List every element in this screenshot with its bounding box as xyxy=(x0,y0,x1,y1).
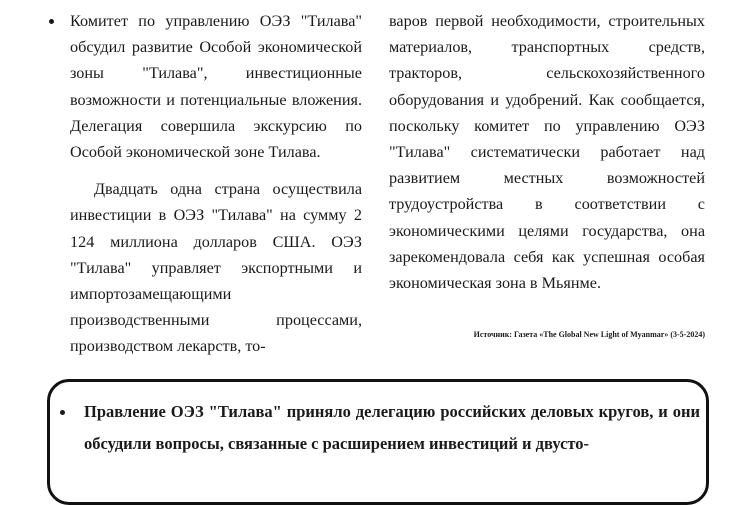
highlight-box-text: Правление ОЭЗ "Тилава" приняло делегацию российских деловых кругов, и они обсудили вопросы, связанные с расширением инвестиций и двусто- xyxy=(84,402,700,453)
left-paragraph: Двадцать одна страна осуществила инвестиции в ОЭЗ "Тилава" на сумму 2 124 миллиона долларов США. ОЭЗ "Тилава" управляет экспортными и импортозамещающими производственными процессами, производством лекарств, то- xyxy=(70,180,362,356)
bullet-text: Комитет по управлению ОЭЗ "Тилава" обсудил развитие Особой экономической зоны "Тилава", инвестиционные возможности и потенциальные вложения. Делегация совершила экскурсию по Особой экономической зоне Тилава. xyxy=(70,12,362,162)
box-bullet-icon xyxy=(60,410,65,415)
bullet-item xyxy=(70,8,362,165)
source-caption: Источник: Газета «The Global New Light of Myanmar» (3-5-2024) xyxy=(473,330,705,339)
left-column xyxy=(70,8,362,360)
right-column xyxy=(389,8,705,296)
right-paragraph: варов первой необходимости, строительных материалов, транспортных средств, тракторов, сельскохозяйственного оборудования и удобрений. Как сообщается, поскольку комитет по управлению ОЭЗ "Тилава" систематически работает над развитием местных возможностей трудоустройства в соответствии с экономическими целями государства, она зарекомендовала себя как успешная особая экономическая зона в Мьянме. xyxy=(389,12,705,293)
bullet-icon xyxy=(49,19,54,24)
